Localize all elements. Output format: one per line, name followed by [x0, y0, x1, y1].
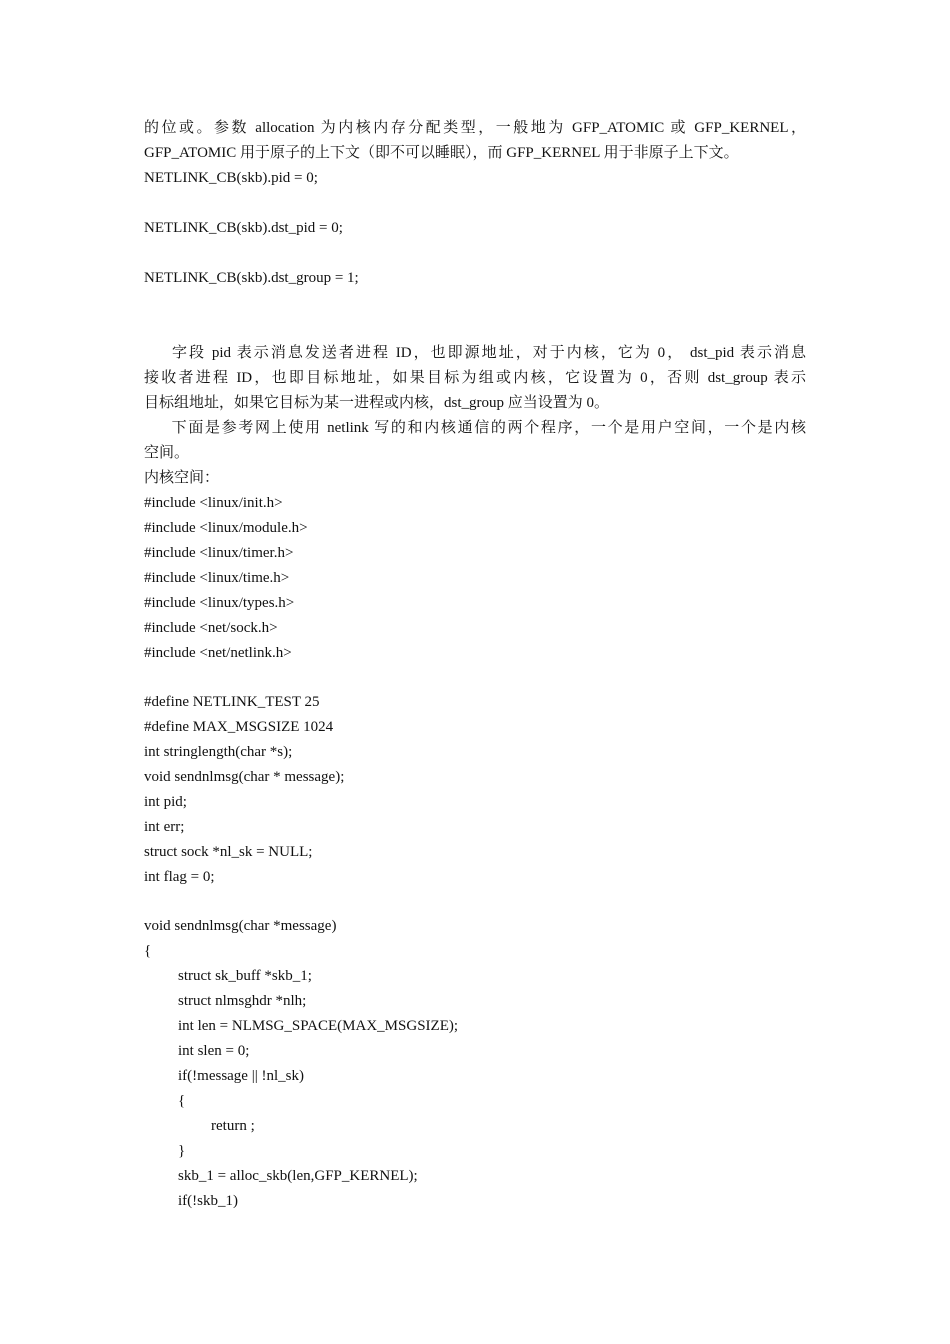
code-line: void sendnlmsg(char *message) — [144, 918, 337, 934]
para1-line-1: 字段 pid 表示消息发送者进程 ID，也即源地址，对于内核，它为 0， dst_pid 表示消息 — [170, 345, 806, 361]
para1-line-2: 接收者进程 ID，也即目标地址，如果目标为组或内核，它设置为 0，否则 dst_group 表示 — [144, 370, 806, 386]
code-line: skb_1 = alloc_skb(len,GFP_KERNEL); — [178, 1168, 418, 1184]
code-line: if(!skb_1) — [178, 1193, 238, 1209]
para2-line-2: 空间。 — [144, 445, 190, 461]
code-line: NETLINK_CB(skb).dst_pid = 0; — [144, 220, 343, 236]
code-line: NETLINK_CB(skb).dst_group = 1; — [144, 270, 359, 286]
code-line: int pid; — [144, 794, 187, 810]
code-line: } — [178, 1143, 186, 1159]
code-line: NETLINK_CB(skb).pid = 0; — [144, 170, 318, 186]
para2-line-1: 下面是参考网上使用 netlink 写的和内核通信的两个程序，一个是用户空间，一个是内核 — [170, 420, 806, 436]
code-line: #define NETLINK_TEST 25 — [144, 694, 320, 710]
code-line: return ; — [211, 1118, 255, 1134]
code-line: #include <net/sock.h> — [144, 620, 278, 636]
code-line: int stringlength(char *s); — [144, 744, 293, 760]
code-line: void sendnlmsg(char * message); — [144, 769, 345, 785]
code-line: int flag = 0; — [144, 869, 215, 885]
para1-line-3: 目标组地址，如果它目标为某一进程或内核，dst_group 应当设置为 0。 — [144, 395, 610, 411]
code-line: struct sock *nl_sk = NULL; — [144, 844, 313, 860]
code-line: #include <linux/module.h> — [144, 520, 308, 536]
code-line: #include <linux/timer.h> — [144, 545, 294, 561]
code-line: #define MAX_MSGSIZE 1024 — [144, 719, 334, 735]
code-line: #include <net/netlink.h> — [144, 645, 292, 661]
code-line: { — [178, 1093, 186, 1109]
code-line: { — [144, 943, 152, 959]
code-line: int slen = 0; — [178, 1043, 250, 1059]
code-line: #include <linux/init.h> — [144, 495, 283, 511]
code-line: #include <linux/time.h> — [144, 570, 290, 586]
code-line: struct nlmsghdr *nlh; — [178, 993, 307, 1009]
code-line: int len = NLMSG_SPACE(MAX_MSGSIZE); — [178, 1018, 459, 1034]
intro-line-2: GFP_ATOMIC 用于原子的上下文（即不可以睡眠），而 GFP_KERNEL 用于非原子上下文。 — [144, 145, 739, 161]
code-line: struct sk_buff *skb_1; — [178, 968, 312, 984]
section-label: 内核空间： — [144, 470, 220, 486]
code-line: int err; — [144, 819, 185, 835]
code-line: if(!message || !nl_sk) — [178, 1068, 304, 1084]
code-line: #include <linux/types.h> — [144, 595, 295, 611]
intro-line-1: 的位或。参数 allocation 为内核内存分配类型，一般地为 GFP_ATOMIC 或 GFP_KERNEL， — [144, 120, 806, 136]
